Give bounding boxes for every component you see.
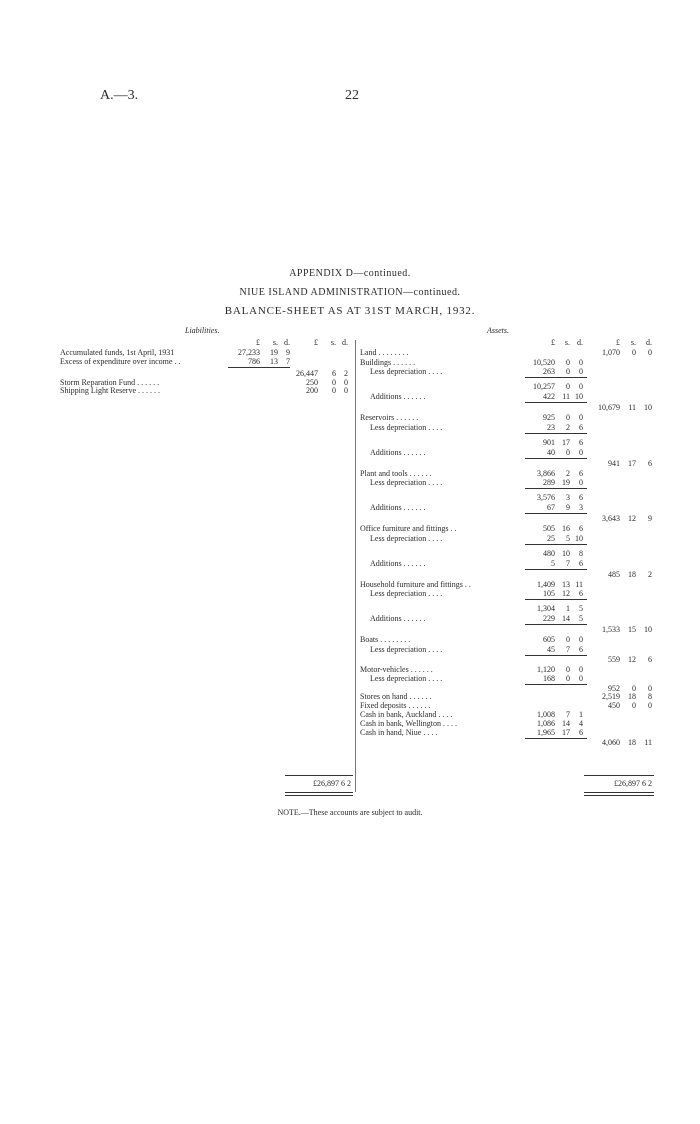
inner-amount: 0 <box>566 447 570 457</box>
row-label: Excess of expenditure over income . . <box>60 356 181 366</box>
inner-amount: 10,257 <box>533 382 555 391</box>
outer-amount: 2 <box>648 569 652 579</box>
outer-amount: 0 <box>332 386 336 395</box>
inner-amount: 505 <box>543 524 555 533</box>
inner-amount: 0 <box>566 382 570 391</box>
outer-amount: 1,533 <box>602 625 620 634</box>
subtotal-rule <box>228 367 290 368</box>
inner-amount: 6 <box>579 558 583 568</box>
outer-amount: 559 <box>608 654 620 664</box>
outer-amount: 11 <box>644 737 652 747</box>
inner-amount: 3 <box>579 503 583 512</box>
liabilities-total: £26,897 6 2 <box>313 779 351 788</box>
assets-heading: Assets. <box>487 326 509 335</box>
inner-amount: 13 <box>270 356 278 366</box>
row-label: Additions . . . . . . <box>370 392 426 401</box>
inner-amount: 5 <box>579 604 583 613</box>
outer-amount: 0 <box>344 386 348 395</box>
subtotal-rule <box>525 544 587 545</box>
liabilities-heading: Liabilities. <box>185 326 220 335</box>
inner-amount: 925 <box>543 413 555 422</box>
outer-amount: 0 <box>632 684 636 693</box>
row-label: Less depreciation . . . . <box>370 674 443 683</box>
subtotal-rule <box>525 599 587 600</box>
inner-amount: 1,965 <box>537 728 555 737</box>
liabilities-total-rule-top <box>285 775 353 776</box>
balance-sheet-title: BALANCE-SHEET AS AT 31ST MARCH, 1932. <box>224 305 476 317</box>
appendix-title: APPENDIX D—continued. <box>289 268 411 279</box>
inner-amount: 7 <box>566 644 570 654</box>
liabilities-total-rule-bottom <box>285 792 353 796</box>
row-label: Cash in hand, Niue . . . . <box>360 728 438 737</box>
outer-amount: 9 <box>648 514 652 523</box>
subtotal-rule <box>525 402 587 403</box>
inner-amount: 9 <box>286 348 290 357</box>
row-label: Shipping Light Reserve . . . . . . <box>60 386 160 395</box>
row-label: Reservoirs . . . . . . <box>360 413 419 422</box>
inner-amount: 7 <box>566 558 570 568</box>
row-label: Office furniture and fittings . . <box>360 524 457 533</box>
subtotal-rule <box>525 684 587 685</box>
inner-amount: 605 <box>543 635 555 644</box>
outer-amount: 26,447 <box>296 368 318 378</box>
row-label: Buildings . . . . . . <box>360 357 416 367</box>
inner-amount: 0 <box>566 367 570 376</box>
subtotal-rule <box>525 624 587 625</box>
column-head: £ <box>616 338 620 347</box>
inner-amount: 0 <box>566 357 570 367</box>
row-label: Less depreciation . . . . <box>370 589 443 598</box>
outer-amount: 3,643 <box>602 514 620 523</box>
column-head: d. <box>577 338 583 347</box>
assets-total-rule-top <box>584 775 654 776</box>
outer-amount: 0 <box>632 348 636 357</box>
inner-amount: 1 <box>579 710 583 719</box>
inner-amount: 14 <box>562 719 570 728</box>
assets-total: £26,897 6 2 <box>614 779 652 788</box>
inner-amount: 1 <box>566 604 570 613</box>
column-head: s. <box>272 338 278 347</box>
column-head: £ <box>314 338 318 347</box>
inner-amount: 1,120 <box>537 664 555 674</box>
inner-amount: 1,409 <box>537 579 555 589</box>
inner-amount: 10 <box>575 392 583 401</box>
outer-amount: 0 <box>648 348 652 357</box>
column-head: £ <box>256 338 260 347</box>
inner-amount: 14 <box>562 614 570 623</box>
inner-amount: 0 <box>579 664 583 674</box>
outer-amount: 10 <box>644 403 652 412</box>
row-label: Less depreciation . . . . <box>370 533 443 543</box>
inner-amount: 9 <box>566 503 570 512</box>
inner-amount: 10 <box>562 548 570 558</box>
row-label: Stores on hand . . . . . . <box>360 692 432 701</box>
column-head: s. <box>330 338 336 347</box>
inner-amount: 1,304 <box>537 604 555 613</box>
assets-total-rule-bottom <box>584 792 654 796</box>
row-label: Less depreciation . . . . <box>370 644 443 654</box>
row-label: Additions . . . . . . <box>370 447 426 457</box>
inner-amount: 1,008 <box>537 710 555 719</box>
inner-amount: 289 <box>543 478 555 487</box>
outer-amount: 15 <box>628 625 636 634</box>
inner-amount: 2 <box>566 422 570 432</box>
inner-amount: 786 <box>248 356 260 366</box>
outer-amount: 952 <box>608 684 620 693</box>
inner-amount: 8 <box>579 548 583 558</box>
outer-amount: 2 <box>344 368 348 378</box>
inner-amount: 5 <box>566 533 570 543</box>
column-head: s. <box>630 338 636 347</box>
inner-amount: 25 <box>547 533 555 543</box>
inner-amount: 229 <box>543 614 555 623</box>
inner-amount: 1,086 <box>537 719 555 728</box>
outer-amount: 12 <box>628 514 636 523</box>
inner-amount: 6 <box>579 437 583 447</box>
row-label: Additions . . . . . . <box>370 503 426 512</box>
inner-amount: 0 <box>579 635 583 644</box>
subtotal-rule <box>525 655 587 656</box>
outer-amount: 8 <box>648 692 652 701</box>
inner-amount: 7 <box>286 356 290 366</box>
row-label: Plant and tools . . . . . . <box>360 468 432 478</box>
row-label: Household furniture and fittings . . <box>360 579 471 589</box>
inner-amount: 45 <box>547 644 555 654</box>
inner-amount: 3,576 <box>537 493 555 502</box>
outer-amount: 0 <box>332 377 336 387</box>
inner-amount: 0 <box>566 664 570 674</box>
outer-amount: 18 <box>628 692 636 701</box>
outer-amount: 4,060 <box>602 737 620 747</box>
inner-amount: 422 <box>543 392 555 401</box>
subtotal-rule <box>525 738 587 739</box>
row-label: Cash in bank, Wellington . . . . <box>360 719 457 728</box>
inner-amount: 23 <box>547 422 555 432</box>
inner-amount: 0 <box>579 367 583 376</box>
inner-amount: 105 <box>543 589 555 598</box>
row-label: Storm Reparation Fund . . . . . . <box>60 377 160 387</box>
inner-amount: 27,233 <box>238 348 260 357</box>
outer-amount: 1,070 <box>602 348 620 357</box>
column-divider <box>355 340 356 792</box>
outer-amount: 941 <box>608 458 620 468</box>
inner-amount: 6 <box>579 589 583 598</box>
inner-amount: 4 <box>579 719 583 728</box>
subtotal-rule <box>525 433 587 434</box>
subtotal-rule <box>525 458 587 459</box>
inner-amount: 0 <box>566 413 570 422</box>
subtotal-rule <box>525 488 587 489</box>
inner-amount: 40 <box>547 447 555 457</box>
inner-amount: 0 <box>579 357 583 367</box>
inner-amount: 11 <box>562 392 570 401</box>
row-label: Accumulated funds, 1st April, 1931 <box>60 348 175 357</box>
inner-amount: 7 <box>566 710 570 719</box>
row-label: Land . . . . . . . . <box>360 348 409 357</box>
inner-amount: 5 <box>579 614 583 623</box>
outer-amount: 18 <box>628 569 636 579</box>
subtotal-rule <box>525 513 587 514</box>
inner-amount: 19 <box>270 348 278 357</box>
outer-amount: 250 <box>306 377 318 387</box>
inner-amount: 5 <box>551 558 555 568</box>
column-head: d. <box>284 338 290 347</box>
outer-amount: 6 <box>648 654 652 664</box>
inner-amount: 480 <box>543 548 555 558</box>
column-head: s. <box>564 338 570 347</box>
inner-amount: 16 <box>562 524 570 533</box>
outer-amount: 2,519 <box>602 692 620 701</box>
inner-amount: 10,520 <box>533 357 555 367</box>
row-label: Less depreciation . . . . <box>370 478 443 487</box>
row-label: Cash in bank, Auckland . . . . <box>360 710 453 719</box>
inner-amount: 168 <box>543 674 555 683</box>
inner-amount: 0 <box>566 635 570 644</box>
administration-title: NIUE ISLAND ADMINISTRATION—continued. <box>239 287 461 298</box>
inner-amount: 6 <box>579 644 583 654</box>
row-label: Less depreciation . . . . <box>370 367 443 376</box>
outer-amount: 10 <box>644 625 652 634</box>
inner-amount: 67 <box>547 503 555 512</box>
inner-amount: 0 <box>579 447 583 457</box>
outer-amount: 10,679 <box>598 403 620 412</box>
row-label: Motor-vehicles . . . . . . <box>360 664 433 674</box>
inner-amount: 12 <box>562 589 570 598</box>
outer-amount: 6 <box>332 368 336 378</box>
inner-amount: 263 <box>543 367 555 376</box>
row-label: Fixed deposits . . . . . . <box>360 700 431 710</box>
inner-amount: 6 <box>579 493 583 502</box>
inner-amount: 0 <box>579 478 583 487</box>
inner-amount: 901 <box>543 437 555 447</box>
outer-amount: 0 <box>632 700 636 710</box>
row-label: Boats . . . . . . . . <box>360 635 411 644</box>
inner-amount: 0 <box>566 674 570 683</box>
inner-amount: 6 <box>579 422 583 432</box>
inner-amount: 0 <box>579 382 583 391</box>
row-label: Additions . . . . . . <box>370 614 426 623</box>
inner-amount: 10 <box>575 533 583 543</box>
inner-amount: 0 <box>579 674 583 683</box>
page-number: 22 <box>345 88 359 103</box>
inner-amount: 3,866 <box>537 468 555 478</box>
outer-amount: 485 <box>608 569 620 579</box>
outer-amount: 11 <box>628 403 636 412</box>
inner-amount: 6 <box>579 524 583 533</box>
inner-amount: 0 <box>579 413 583 422</box>
column-head: £ <box>551 338 555 347</box>
outer-amount: 0 <box>648 684 652 693</box>
outer-amount: 200 <box>306 386 318 395</box>
outer-amount: 12 <box>628 654 636 664</box>
inner-amount: 3 <box>566 493 570 502</box>
outer-amount: 0 <box>344 377 348 387</box>
inner-amount: 2 <box>566 468 570 478</box>
outer-amount: 450 <box>608 700 620 710</box>
inner-amount: 6 <box>579 468 583 478</box>
column-head: d. <box>342 338 348 347</box>
inner-amount: 17 <box>562 728 570 737</box>
audit-note: NOTE.—These accounts are subject to audit. <box>277 808 423 817</box>
row-label: Less depreciation . . . . <box>370 422 443 432</box>
subtotal-rule <box>525 569 587 570</box>
outer-amount: 0 <box>648 700 652 710</box>
row-label: Additions . . . . . . <box>370 558 426 568</box>
subtotal-rule <box>525 377 587 378</box>
outer-amount: 6 <box>648 458 652 468</box>
inner-amount: 13 <box>562 579 570 589</box>
inner-amount: 19 <box>562 478 570 487</box>
outer-amount: 18 <box>628 737 636 747</box>
inner-amount: 6 <box>579 728 583 737</box>
inner-amount: 11 <box>575 579 583 589</box>
column-head: d. <box>646 338 652 347</box>
inner-amount: 17 <box>562 437 570 447</box>
document-reference: A.—3. <box>100 88 139 103</box>
outer-amount: 17 <box>628 458 636 468</box>
